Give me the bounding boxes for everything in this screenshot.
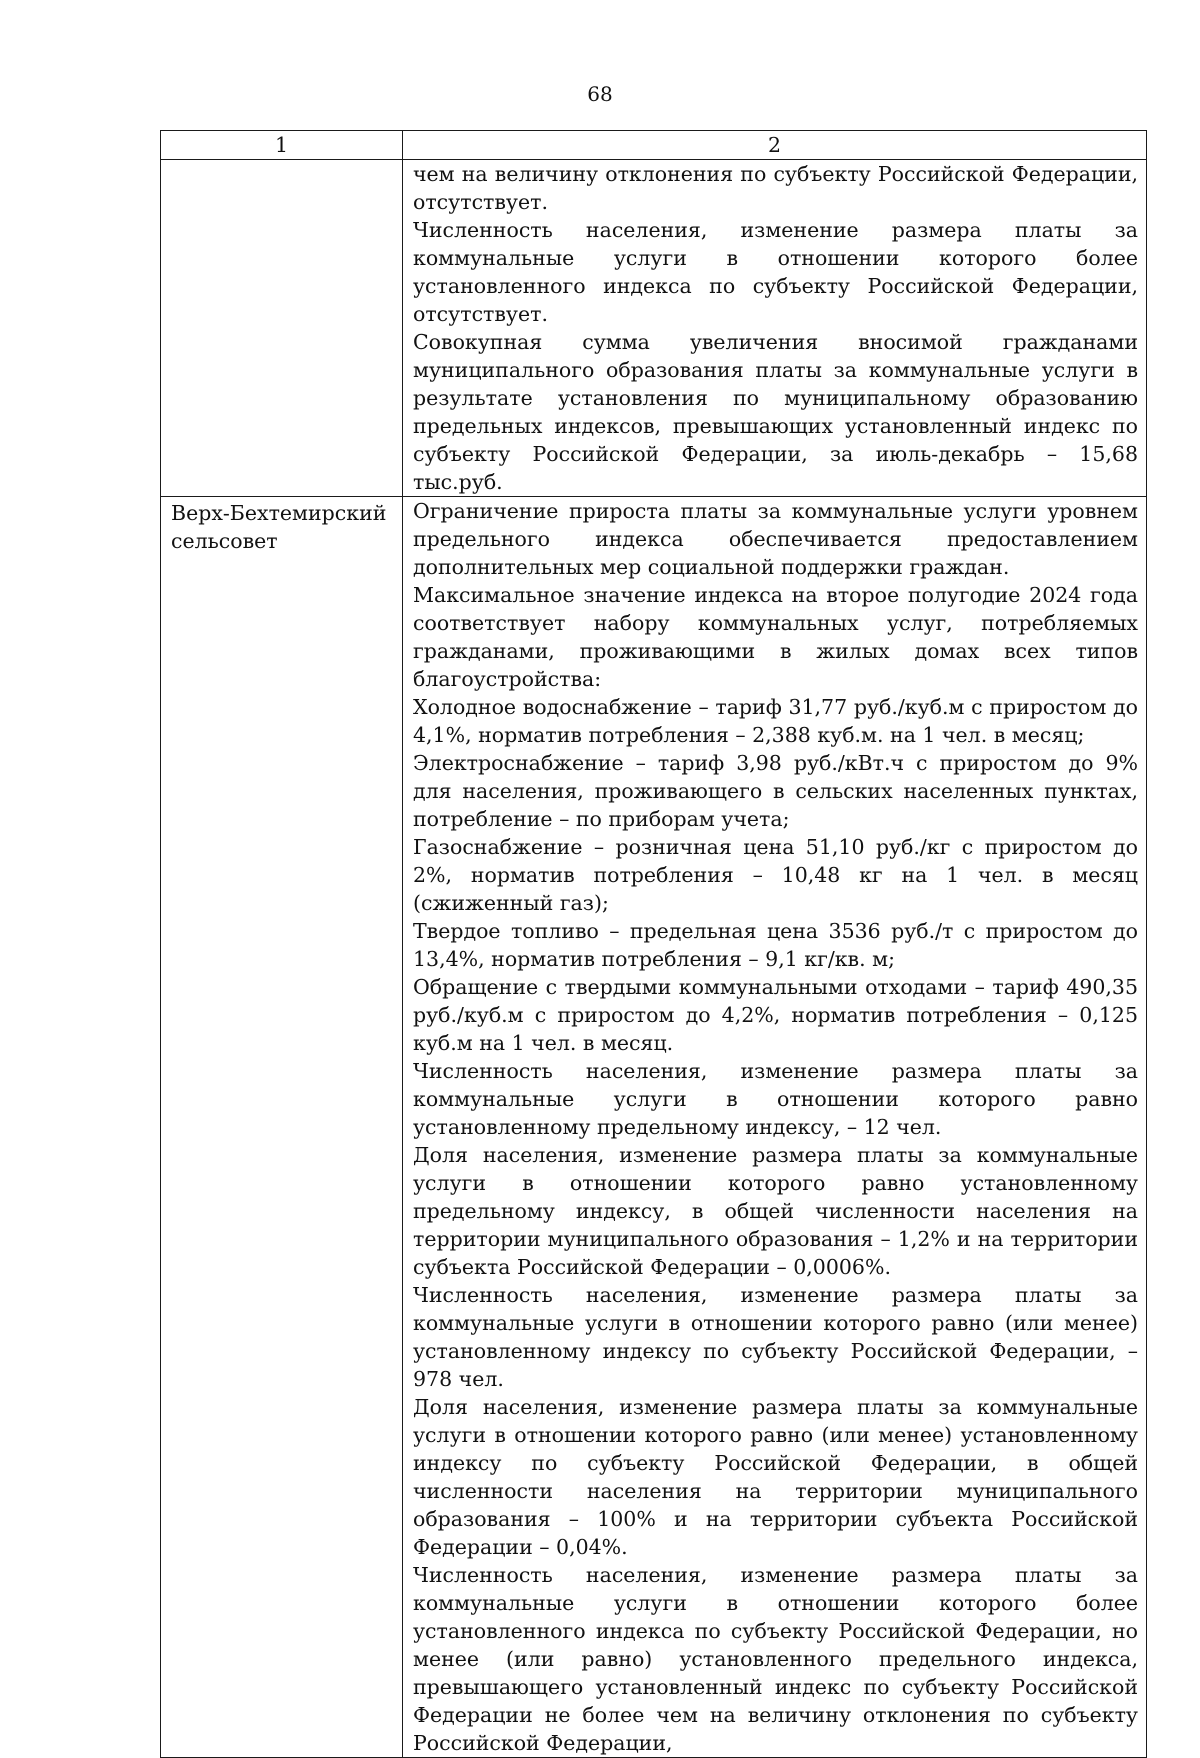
table-header-row bbox=[161, 131, 1147, 160]
paragraph: Доля населения, изменение размера платы за коммунальные услуги в отношении которого равно установленному предельному индексу, в общей численности населения на территории муниципального образования – 1,2% и на территории субъекта Российской Федерации – 0,0006%. bbox=[413, 1143, 1138, 1279]
paragraph: Обращение с твердыми коммунальными отходами – тариф 490,35 руб./куб.м с приростом до 4,2%, норматив потребления – 0,125 куб.м на 1 чел. в месяц. bbox=[413, 975, 1138, 1055]
description-cell bbox=[403, 497, 1147, 1758]
paragraph: Доля населения, изменение размера платы за коммунальные услуги в отношении которого равно (или менее) установленному индексу по субъекту Российской Федерации, в общей численности населения на территории муниципального образования – 100% и на территории субъекта Российской Федерации – 0,04%. bbox=[413, 1395, 1138, 1559]
table-row bbox=[161, 160, 1147, 497]
column-header-2: 2 bbox=[403, 131, 1147, 160]
paragraph: Совокупная сумма увеличения вносимой гражданами муниципального образования платы за коммунальные услуги в результате установления по муниципальному образованию предельных индексов, превышающих установленный индекс по субъекту Российской Федерации, за июль-декабрь – 15,68 тыс.руб. bbox=[413, 330, 1138, 494]
municipality-name-cell bbox=[161, 160, 403, 497]
paragraph: Численность населения, изменение размера платы за коммунальные услуги в отношении которого равно установленному предельному индексу, – 12 чел. bbox=[413, 1059, 1138, 1139]
paragraph: Численность населения, изменение размера платы за коммунальные услуги в отношении которого более установленного индекса по субъекту Российской Федерации, но менее (или равно) установленного предельного индекса, превышающего установленный индекс по субъекту Российской Федерации не более чем на величину отклонения по субъекту Российской Федерации, bbox=[413, 1563, 1138, 1755]
description-cell bbox=[403, 160, 1147, 497]
paragraph: Электроснабжение – тариф 3,98 руб./кВт.ч с приростом до 9% для населения, проживающего в сельских населенных пунктах, потребление – по приборам учета; bbox=[413, 751, 1138, 831]
municipality-name-cell: Верх-Бехтемирский сельсовет bbox=[161, 497, 403, 1758]
table-row bbox=[161, 497, 1147, 1758]
paragraph: чем на величину отклонения по субъекту Российской Федерации, отсутствует. bbox=[413, 162, 1138, 214]
page-number: 68 bbox=[587, 82, 613, 106]
data-table bbox=[160, 130, 1147, 1758]
paragraph: Газоснабжение – розничная цена 51,10 руб./кг с приростом до 2%, норматив потребления – 10,48 кг на 1 чел. в месяц (сжиженный газ); bbox=[413, 835, 1138, 915]
paragraph: Численность населения, изменение размера платы за коммунальные услуги в отношении которого более установленного индекса по субъекту Российской Федерации, отсутствует. bbox=[413, 218, 1138, 326]
paragraph: Максимальное значение индекса на второе полугодие 2024 года соответствует набору коммунальных услуг, потребляемых гражданами, проживающими в жилых домах всех типов благоустройства: bbox=[413, 583, 1138, 691]
paragraph: Численность населения, изменение размера платы за коммунальные услуги в отношении которого равно (или менее) установленному индексу по субъекту Российской Федерации, – 978 чел. bbox=[413, 1283, 1138, 1391]
paragraph: Твердое топливо – предельная цена 3536 руб./т с приростом до 13,4%, норматив потребления – 9,1 кг/кв. м; bbox=[413, 919, 1138, 971]
column-header-1: 1 bbox=[161, 131, 403, 160]
paragraph: Холодное водоснабжение – тариф 31,77 руб./куб.м с приростом до 4,1%, норматив потребления – 2,388 куб.м. на 1 чел. в месяц; bbox=[413, 695, 1138, 747]
paragraph: Ограничение прироста платы за коммунальные услуги уровнем предельного индекса обеспечивается предоставлением дополнительных мер социальной поддержки граждан. bbox=[413, 499, 1138, 579]
